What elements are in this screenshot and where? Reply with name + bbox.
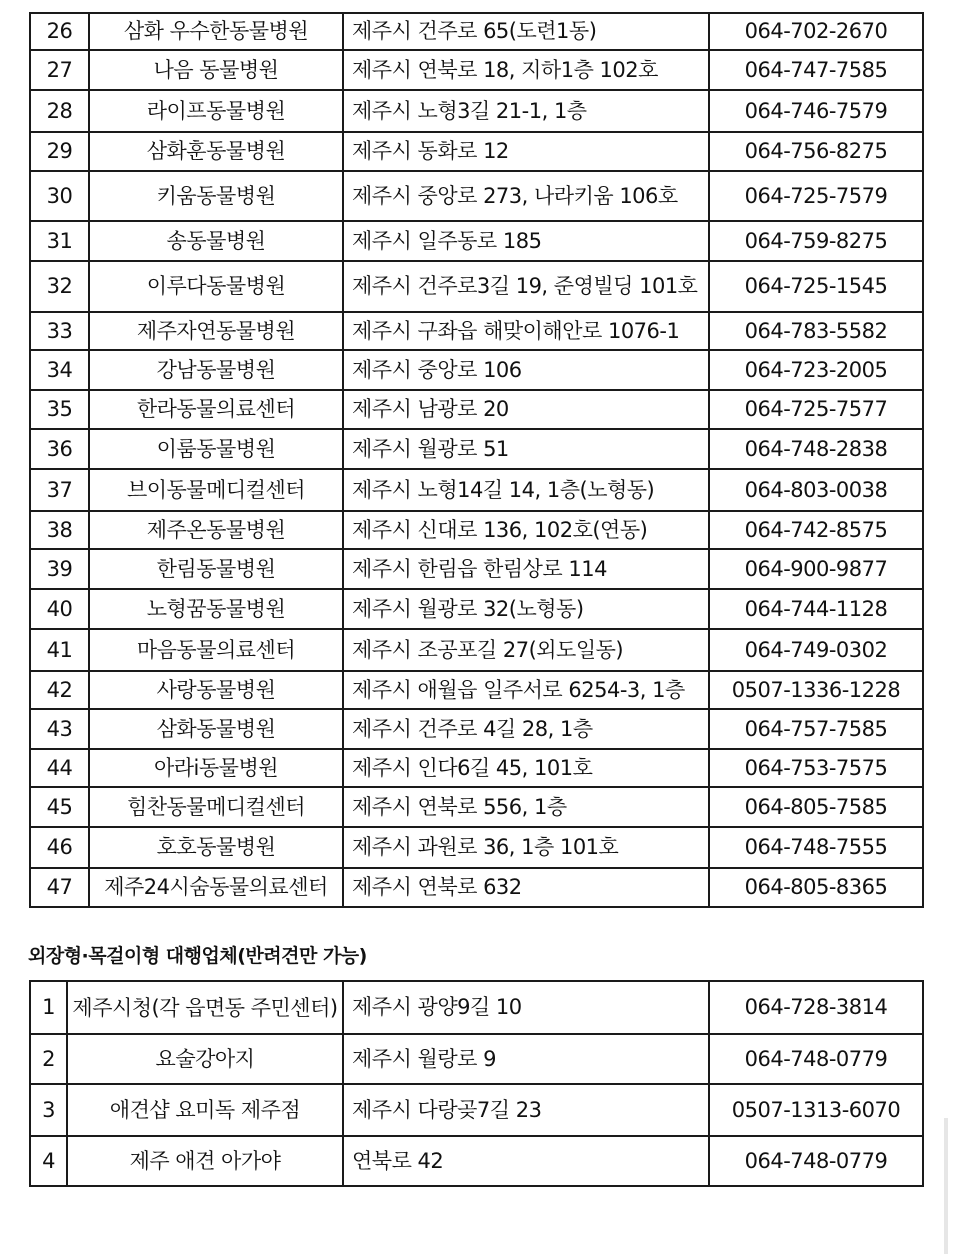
- row-number: 46: [30, 827, 89, 868]
- hospital-name: 제주온동물병원: [89, 511, 343, 549]
- hospital-address: 제주시 건주로 4길 28, 1층: [343, 709, 709, 749]
- hospital-name: 이루다동물병원: [89, 261, 343, 312]
- hospital-address: 제주시 남광로 20: [343, 390, 709, 429]
- row-number: 28: [30, 90, 89, 132]
- hospital-name: 힘찬동물메디컬센터: [89, 787, 343, 827]
- hospital-name: 삼화훈동물병원: [89, 132, 343, 171]
- hospital-address: 제주시 월광로 51: [343, 429, 709, 469]
- row-number: 35: [30, 390, 89, 429]
- table-row: [30, 261, 923, 312]
- table-row: [30, 221, 923, 261]
- table-row: [30, 589, 923, 629]
- hospital-name: 한림동물병원: [89, 549, 343, 589]
- hospital-name: 삼화동물병원: [89, 709, 343, 749]
- hospital-phone: 064-749-0302: [709, 629, 923, 671]
- row-number: 2: [30, 1034, 67, 1084]
- hospital-phone: 064-723-2005: [709, 350, 923, 390]
- hospital-name: 제주자연동물병원: [89, 312, 343, 350]
- hospital-address: 제주시 노형3길 21-1, 1층: [343, 90, 709, 132]
- table-row: [30, 171, 923, 221]
- row-number: 29: [30, 132, 89, 171]
- row-number: 39: [30, 549, 89, 589]
- hospital-address: 제주시 건주로 65(도련1동): [343, 13, 709, 50]
- row-number: 47: [30, 868, 89, 907]
- table-row: [30, 868, 923, 907]
- hospital-phone: 064-746-7579: [709, 90, 923, 132]
- agency-phone: 064-748-0779: [709, 1034, 923, 1084]
- row-number: 34: [30, 350, 89, 390]
- agency-table: [29, 980, 924, 1187]
- hospital-phone: 064-702-2670: [709, 13, 923, 50]
- hospital-address: 제주시 동화로 12: [343, 132, 709, 171]
- hospital-name: 라이프동물병원: [89, 90, 343, 132]
- row-number: 27: [30, 50, 89, 90]
- hospital-phone: 064-742-8575: [709, 511, 923, 549]
- table-row: [30, 429, 923, 469]
- hospital-phone: 0507-1336-1228: [709, 671, 923, 709]
- row-number: 4: [30, 1136, 67, 1186]
- hospital-phone: 064-748-7555: [709, 827, 923, 868]
- table-row: [30, 350, 923, 390]
- table-row: [30, 1034, 923, 1084]
- table-row: [30, 749, 923, 787]
- table-row: [30, 1084, 923, 1136]
- page-edge-divider: [944, 1118, 948, 1254]
- hospital-name: 호호동물병원: [89, 827, 343, 868]
- hospital-address: 제주시 노형14길 14, 1층(노형동): [343, 469, 709, 511]
- hospital-phone: 064-803-0038: [709, 469, 923, 511]
- table-row: [30, 709, 923, 749]
- hospital-phone: 064-757-7585: [709, 709, 923, 749]
- agency-phone: 064-728-3814: [709, 981, 923, 1034]
- hospital-address: 제주시 과원로 36, 1층 101호: [343, 827, 709, 868]
- hospital-phone: 064-753-7575: [709, 749, 923, 787]
- table-row: [30, 1136, 923, 1186]
- row-number: 26: [30, 13, 89, 50]
- row-number: 45: [30, 787, 89, 827]
- agency-phone: 064-748-0779: [709, 1136, 923, 1186]
- hospital-name: 한라동물의료센터: [89, 390, 343, 429]
- agency-phone: 0507-1313-6070: [709, 1084, 923, 1136]
- row-number: 37: [30, 469, 89, 511]
- hospital-address: 제주시 조공포길 27(외도일동): [343, 629, 709, 671]
- table-row: [30, 13, 923, 50]
- hospital-phone: 064-744-1128: [709, 589, 923, 629]
- hospital-phone: 064-725-1545: [709, 261, 923, 312]
- table-row: [30, 50, 923, 90]
- agency-section-title: 외장형·목걸이형 대행업체(반려견만 가능): [28, 945, 367, 967]
- table-row: [30, 511, 923, 549]
- agency-address: 제주시 다랑곶7길 23: [343, 1084, 709, 1136]
- hospital-name: 삼화 우수한동물병원: [89, 13, 343, 50]
- hospital-address: 제주시 구좌읍 해맞이해안로 1076-1: [343, 312, 709, 350]
- table-row: [30, 787, 923, 827]
- row-number: 38: [30, 511, 89, 549]
- hospital-name: 이룸동물병원: [89, 429, 343, 469]
- table-row: [30, 132, 923, 171]
- hospital-address: 제주시 월광로 32(노형동): [343, 589, 709, 629]
- row-number: 3: [30, 1084, 67, 1136]
- table-row: [30, 90, 923, 132]
- row-number: 1: [30, 981, 67, 1034]
- hospital-phone: 064-759-8275: [709, 221, 923, 261]
- row-number: 32: [30, 261, 89, 312]
- row-number: 30: [30, 171, 89, 221]
- hospital-name: 강남동물병원: [89, 350, 343, 390]
- hospital-name: 아라i동물병원: [89, 749, 343, 787]
- row-number: 44: [30, 749, 89, 787]
- agency-name: 요술강아지: [67, 1034, 343, 1084]
- hospital-address: 제주시 신대로 136, 102호(연동): [343, 511, 709, 549]
- table-row: [30, 671, 923, 709]
- hospital-address: 제주시 인다6길 45, 101호: [343, 749, 709, 787]
- row-number: 36: [30, 429, 89, 469]
- table-row: [30, 629, 923, 671]
- row-number: 31: [30, 221, 89, 261]
- table-row: [30, 549, 923, 589]
- table-row: [30, 827, 923, 868]
- hospital-address: 제주시 연북로 556, 1층: [343, 787, 709, 827]
- hospital-phone: 064-725-7579: [709, 171, 923, 221]
- hospital-address: 제주시 건주로3길 19, 준영빌딩 101호: [343, 261, 709, 312]
- hospital-phone: 064-805-8365: [709, 868, 923, 907]
- row-number: 41: [30, 629, 89, 671]
- hospital-address: 제주시 연북로 632: [343, 868, 709, 907]
- hospital-name: 마음동물의료센터: [89, 629, 343, 671]
- hospital-phone: 064-805-7585: [709, 787, 923, 827]
- hospital-name: 사랑동물병원: [89, 671, 343, 709]
- hospital-phone: 064-748-2838: [709, 429, 923, 469]
- table-row: [30, 390, 923, 429]
- agency-address: 제주시 광양9길 10: [343, 981, 709, 1034]
- animal-hospital-table: [29, 12, 924, 908]
- table-row: [30, 312, 923, 350]
- hospital-phone: 064-725-7577: [709, 390, 923, 429]
- hospital-address: 제주시 연북로 18, 지하1층 102호: [343, 50, 709, 90]
- hospital-phone: 064-783-5582: [709, 312, 923, 350]
- table-row: [30, 981, 923, 1034]
- agency-address: 제주시 월랑로 9: [343, 1034, 709, 1084]
- row-number: 43: [30, 709, 89, 749]
- agency-name: 제주 애견 아가야: [67, 1136, 343, 1186]
- agency-name: 제주시청(각 읍면동 주민센터): [67, 981, 343, 1034]
- hospital-name: 송동물병원: [89, 221, 343, 261]
- hospital-name: 노형꿈동물병원: [89, 589, 343, 629]
- hospital-name: 제주24시숨동물의료센터: [89, 868, 343, 907]
- row-number: 40: [30, 589, 89, 629]
- hospital-phone: 064-747-7585: [709, 50, 923, 90]
- hospital-address: 제주시 중앙로 106: [343, 350, 709, 390]
- row-number: 42: [30, 671, 89, 709]
- hospital-phone: 064-900-9877: [709, 549, 923, 589]
- hospital-address: 제주시 애월읍 일주서로 6254-3, 1층: [343, 671, 709, 709]
- hospital-name: 나음 동물병원: [89, 50, 343, 90]
- hospital-address: 제주시 한림읍 한림상로 114: [343, 549, 709, 589]
- hospital-name: 브이동물메디컬센터: [89, 469, 343, 511]
- row-number: 33: [30, 312, 89, 350]
- agency-name: 애견샵 요미독 제주점: [67, 1084, 343, 1136]
- hospital-address: 제주시 중앙로 273, 나라키움 106호: [343, 171, 709, 221]
- table-row: [30, 469, 923, 511]
- agency-address: 연북로 42: [343, 1136, 709, 1186]
- hospital-address: 제주시 일주동로 185: [343, 221, 709, 261]
- hospital-phone: 064-756-8275: [709, 132, 923, 171]
- hospital-name: 키움동물병원: [89, 171, 343, 221]
